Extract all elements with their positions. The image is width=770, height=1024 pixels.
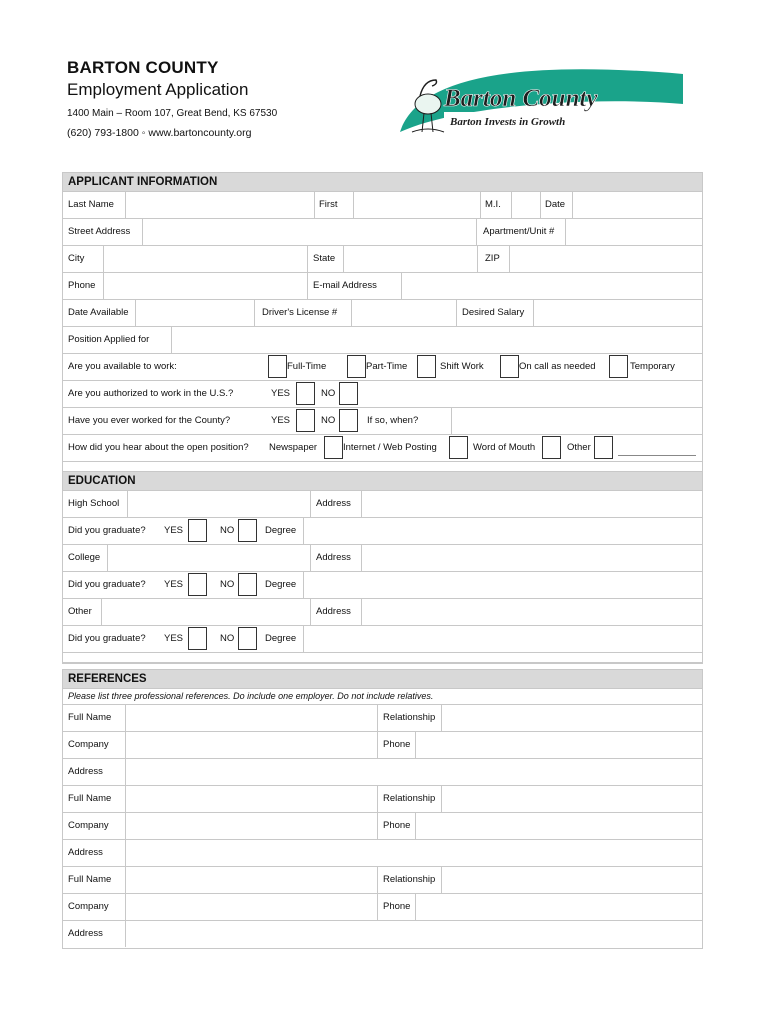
references-heading: REFERENCES	[63, 670, 702, 689]
authorized-no-checkbox[interactable]	[339, 382, 358, 405]
logo-tagline: Barton Invests in Growth	[450, 116, 566, 128]
ref3-full-name-field[interactable]	[125, 867, 378, 893]
graduate-yes-label: YES	[164, 525, 184, 536]
company-label: Company	[68, 739, 109, 750]
ref3-company-row	[63, 894, 702, 921]
shift-work-label: Shift Work	[440, 361, 484, 372]
temporary-checkbox[interactable]	[609, 355, 628, 378]
ref3-phone-field[interactable]	[415, 894, 704, 920]
zip-label: ZIP	[485, 253, 500, 264]
last-name-field[interactable]	[125, 192, 315, 218]
high-school-field[interactable]	[127, 491, 311, 517]
contact-line: (620) 793-1800 ◦ www.bartoncounty.org	[67, 127, 252, 139]
street-row	[63, 219, 702, 246]
other-school-label: Other	[68, 606, 92, 617]
ref2-name-row	[63, 786, 702, 813]
worked-county-question: Have you ever worked for the County?	[68, 415, 231, 426]
full-name-label: Full Name	[68, 712, 112, 723]
internet-label: Internet / Web Posting	[343, 442, 437, 453]
contact-row	[63, 273, 702, 300]
hs-degree-field[interactable]	[303, 518, 704, 544]
college-graduate-no-checkbox[interactable]	[238, 573, 257, 596]
company-label: Company	[68, 901, 109, 912]
heard-about-row	[63, 435, 702, 462]
on-call-label: On call as needed	[519, 361, 596, 372]
authorized-yes-checkbox[interactable]	[296, 382, 315, 405]
authorized-no-label: NO	[321, 388, 336, 399]
city-field[interactable]	[103, 246, 308, 272]
graduate-no-label: NO	[220, 633, 235, 644]
phone-label: Phone	[383, 739, 411, 750]
full-name-label: Full Name	[68, 874, 112, 885]
ref1-company-row	[63, 732, 702, 759]
availability-row	[63, 300, 702, 327]
authorized-question: Are you authorized to work in the U.S.?	[68, 388, 234, 399]
relationship-label: Relationship	[383, 793, 436, 804]
worked-county-row	[63, 408, 702, 435]
page-subtitle: Employment Application	[67, 80, 249, 99]
ref2-full-name-field[interactable]	[125, 786, 378, 812]
ref3-address-row	[63, 921, 702, 948]
word-of-mouth-checkbox[interactable]	[542, 436, 561, 459]
address-label: Address	[68, 847, 103, 858]
part-time-label: Part-Time	[366, 361, 408, 372]
high-school-graduate-row	[63, 518, 702, 545]
other-graduate-yes-checkbox[interactable]	[188, 627, 207, 650]
phone-label: Phone	[68, 280, 96, 291]
date-field[interactable]	[572, 192, 704, 218]
college-field[interactable]	[107, 545, 311, 571]
section-spacer	[63, 653, 702, 663]
ref2-company-field[interactable]	[125, 813, 378, 839]
date-available-field[interactable]	[135, 300, 255, 326]
desired-salary-field[interactable]	[533, 300, 704, 326]
graduate-question: Did you graduate?	[68, 525, 146, 536]
education-section	[62, 471, 703, 664]
street-label: Street Address	[68, 226, 131, 237]
references-note-row	[63, 689, 702, 705]
other-school-field[interactable]	[101, 599, 311, 625]
drivers-license-label: Driver's License #	[262, 307, 338, 318]
first-name-field[interactable]	[353, 192, 481, 218]
other-specify-line[interactable]	[618, 455, 696, 456]
work-type-row	[63, 354, 702, 381]
graduate-yes-label: YES	[164, 579, 184, 590]
first-name-label: First	[319, 199, 338, 210]
other-degree-field[interactable]	[303, 626, 704, 652]
state-field[interactable]	[343, 246, 478, 272]
graduate-question: Did you graduate?	[68, 633, 146, 644]
relationship-label: Relationship	[383, 874, 436, 885]
high-school-address-field[interactable]	[361, 491, 704, 517]
ref3-company-field[interactable]	[125, 894, 378, 920]
address-label: Address	[68, 928, 103, 939]
authorized-yes-label: YES	[271, 388, 291, 399]
newspaper-checkbox[interactable]	[324, 436, 343, 459]
education-heading: EDUCATION	[63, 472, 702, 491]
college-degree-field[interactable]	[303, 572, 704, 598]
ref3-relationship-field[interactable]	[441, 867, 704, 893]
college-row	[63, 545, 702, 572]
company-label: Company	[68, 820, 109, 831]
graduate-question: Did you graduate?	[68, 579, 146, 590]
degree-label: Degree	[265, 525, 297, 536]
college-label: College	[68, 552, 101, 563]
other-checkbox[interactable]	[594, 436, 613, 459]
full-time-checkbox[interactable]	[268, 355, 287, 378]
ref2-relationship-field[interactable]	[441, 786, 704, 812]
ref1-address-field[interactable]	[125, 759, 704, 785]
other-school-row	[63, 599, 702, 626]
if-so-when-label: If so, when?	[367, 415, 419, 426]
street-field[interactable]	[142, 219, 477, 245]
relationship-label: Relationship	[383, 712, 436, 723]
worked-no-checkbox[interactable]	[339, 409, 358, 432]
if-so-when-field[interactable]	[451, 408, 704, 434]
graduate-no-label: NO	[220, 525, 235, 536]
available-question: Are you available to work:	[68, 361, 177, 372]
ref3-name-row	[63, 867, 702, 894]
other-graduate-row	[63, 626, 702, 653]
internet-checkbox[interactable]	[449, 436, 468, 459]
email-label: E-mail Address	[313, 280, 377, 291]
newspaper-label: Newspaper	[269, 442, 318, 453]
email-field[interactable]	[401, 273, 704, 299]
word-of-mouth-label: Word of Mouth	[473, 442, 536, 453]
applicant-heading: APPLICANT INFORMATION	[63, 173, 702, 192]
zip-field[interactable]	[509, 246, 704, 272]
ref2-address-row	[63, 840, 702, 867]
other-graduate-no-checkbox[interactable]	[238, 627, 257, 650]
high-school-label: High School	[68, 498, 120, 509]
position-row	[63, 327, 702, 354]
date-available-label: Date Available	[68, 307, 129, 318]
full-name-label: Full Name	[68, 793, 112, 804]
other-school-address-field[interactable]	[361, 599, 704, 625]
full-time-label: Full-Time	[287, 361, 327, 372]
phone-label: Phone	[383, 901, 411, 912]
high-school-address-label: Address	[316, 498, 351, 509]
ref2-address-field[interactable]	[125, 840, 704, 866]
position-field[interactable]	[171, 327, 704, 353]
college-graduate-yes-checkbox[interactable]	[188, 573, 207, 596]
ref1-name-row	[63, 705, 702, 732]
ref1-relationship-field[interactable]	[441, 705, 704, 731]
references-section	[62, 669, 703, 949]
last-name-label: Last Name	[68, 199, 114, 210]
ref1-full-name-field[interactable]	[125, 705, 378, 731]
state-label: State	[313, 253, 336, 264]
hs-graduate-no-checkbox[interactable]	[238, 519, 257, 542]
worked-yes-label: YES	[271, 415, 291, 426]
college-address-label: Address	[316, 552, 351, 563]
logo-name: Barton County	[444, 85, 598, 112]
ref1-address-row	[63, 759, 702, 786]
graduate-yes-label: YES	[164, 633, 184, 644]
date-label: Date	[545, 199, 566, 210]
mi-field[interactable]	[511, 192, 541, 218]
drivers-license-field[interactable]	[351, 300, 457, 326]
other-label: Other	[567, 442, 591, 453]
ref2-company-row	[63, 813, 702, 840]
college-graduate-row	[63, 572, 702, 599]
apt-label: Apartment/Unit #	[483, 226, 555, 237]
degree-label: Degree	[265, 633, 297, 644]
ref1-company-field[interactable]	[125, 732, 378, 758]
other-school-address-label: Address	[316, 606, 351, 617]
applicant-section	[62, 172, 703, 473]
ref2-phone-field[interactable]	[415, 813, 704, 839]
desired-salary-label: Desired Salary	[462, 307, 525, 318]
office-address: 1400 Main – Room 107, Great Bend, KS 67530	[67, 108, 278, 119]
college-address-field[interactable]	[361, 545, 704, 571]
authorized-row	[63, 381, 702, 408]
worked-no-label: NO	[321, 415, 336, 426]
phone-label: Phone	[383, 820, 411, 831]
hs-graduate-yes-checkbox[interactable]	[188, 519, 207, 542]
high-school-row	[63, 491, 702, 518]
worked-yes-checkbox[interactable]	[296, 409, 315, 432]
name-row	[63, 192, 702, 219]
city-label: City	[68, 253, 85, 264]
references-note: Please list three professional references. Do include one employer. Do not include relatives.	[68, 691, 434, 701]
barton-county-logo	[398, 66, 683, 138]
ref1-phone-field[interactable]	[415, 732, 704, 758]
shift-work-checkbox[interactable]	[417, 355, 436, 378]
degree-label: Degree	[265, 579, 297, 590]
on-call-checkbox[interactable]	[500, 355, 519, 378]
city-row	[63, 246, 702, 273]
ref3-address-field[interactable]	[125, 921, 704, 947]
page-title: BARTON COUNTY	[67, 58, 219, 77]
position-label: Position Applied for	[68, 334, 150, 345]
temporary-label: Temporary	[630, 361, 675, 372]
address-label: Address	[68, 766, 103, 777]
graduate-no-label: NO	[220, 579, 235, 590]
apt-field[interactable]	[565, 219, 704, 245]
phone-field[interactable]	[103, 273, 308, 299]
heard-about-question: How did you hear about the open position?	[68, 442, 249, 453]
mi-label: M.I.	[485, 199, 501, 210]
part-time-checkbox[interactable]	[347, 355, 366, 378]
